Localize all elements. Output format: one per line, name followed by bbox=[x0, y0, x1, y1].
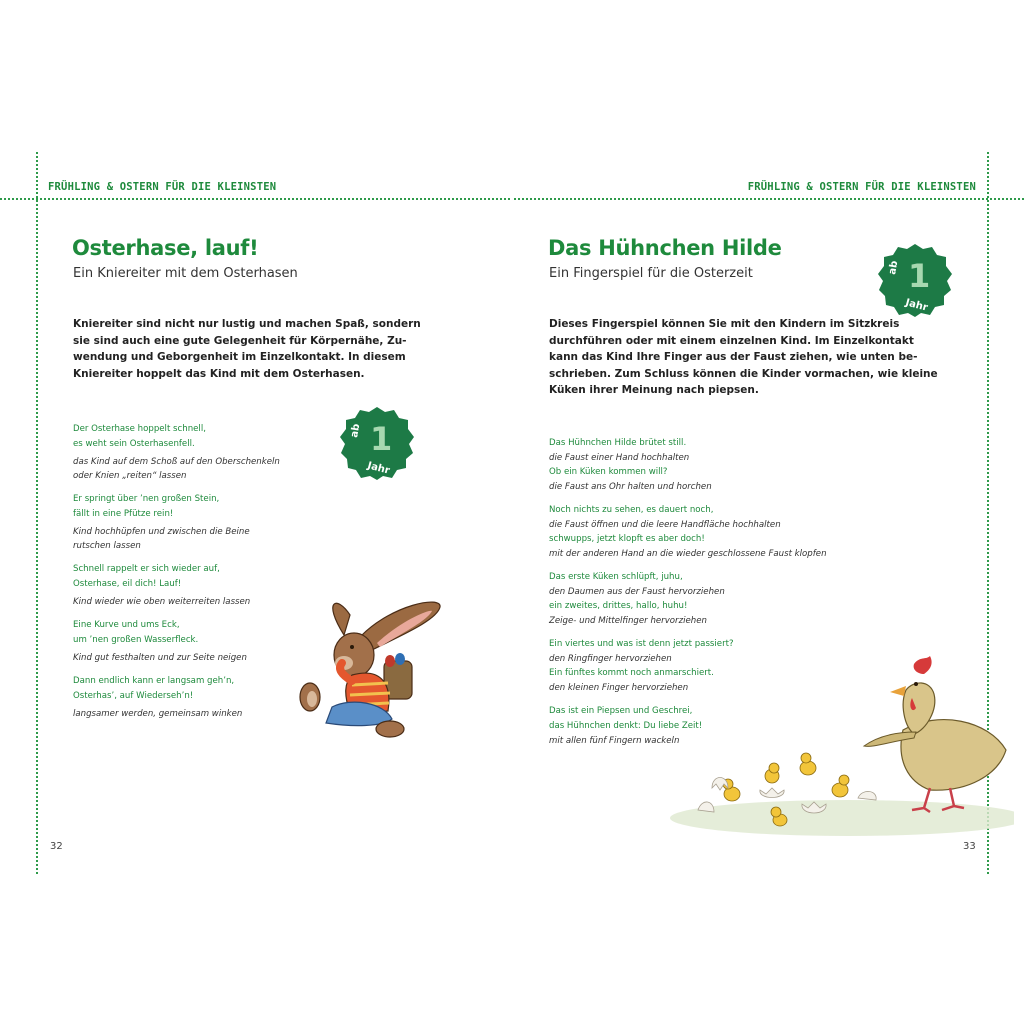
verse-line: Das Hühnchen Hilde brütet still. bbox=[549, 438, 687, 448]
verse-line: Dann endlich kann er langsam geh’n, bbox=[73, 676, 235, 686]
verse-line: Er springt über ’nen großen Stein, bbox=[73, 494, 220, 504]
left-header-rule bbox=[0, 198, 510, 200]
verse-line: Das erste Küken schlüpft, juhu, bbox=[549, 572, 683, 582]
right-page-subtitle: Ein Fingerspiel für die Osterzeit bbox=[549, 266, 753, 281]
verse-line: um ’nen großen Wasserfleck. bbox=[73, 635, 199, 645]
verse-line: Ob ein Küken kommen will? bbox=[549, 467, 668, 477]
verse-line: Das ist ein Piepsen und Geschrei, bbox=[549, 706, 693, 716]
badge-jahr: Jahr bbox=[366, 460, 391, 477]
action-line: oder Knien „reiten“ lassen bbox=[73, 471, 187, 481]
action-line: rutschen lassen bbox=[73, 541, 141, 551]
badge-number: 1 bbox=[370, 420, 393, 458]
right-running-header: FRÜHLING & OSTERN FÜR DIE KLEINSTEN bbox=[747, 181, 976, 193]
action-line: den Daumen aus der Faust hervorziehen bbox=[549, 587, 725, 597]
action-line: den Ringfinger hervorziehen bbox=[549, 654, 672, 664]
left-page-subtitle: Ein Kniereiter mit dem Osterhasen bbox=[73, 266, 298, 281]
verse-line: ein zweites, drittes, hallo, huhu! bbox=[549, 601, 688, 611]
badge-number: 1 bbox=[908, 257, 931, 295]
action-line: das Kind auf dem Schoß auf den Oberschenkeln bbox=[73, 457, 280, 467]
verse-line: Ein viertes und was ist denn jetzt passiert? bbox=[549, 639, 734, 649]
right-page-title: Das Hühnchen Hilde bbox=[548, 236, 782, 260]
badge-ab: ab bbox=[349, 422, 363, 439]
intro-line: durchführen oder mit einem einzelnen Kind. Im Einzelkontakt bbox=[549, 334, 914, 347]
verse-line: das Hühnchen denkt: Du liebe Zeit! bbox=[549, 721, 703, 731]
stanza bbox=[549, 570, 827, 628]
stanza bbox=[73, 674, 280, 721]
left-intro-text bbox=[73, 316, 421, 382]
action-line: Kind wieder wie oben weiterreiten lassen bbox=[73, 597, 251, 607]
bunny-illustration bbox=[292, 595, 448, 745]
left-page-number: 32 bbox=[50, 841, 63, 852]
verse-line: Ein fünftes kommt noch anmarschiert. bbox=[549, 668, 714, 678]
badge-jahr: Jahr bbox=[904, 297, 929, 314]
age-badge-right bbox=[878, 243, 952, 317]
stanza bbox=[73, 492, 280, 553]
hen-and-chicks-illustration bbox=[668, 650, 1014, 840]
stanza bbox=[549, 436, 827, 494]
action-line: den kleinen Finger hervorziehen bbox=[549, 683, 689, 693]
verse-line: Eine Kurve und ums Eck, bbox=[73, 620, 180, 630]
intro-line: wendung und Geborgenheit im Einzelkontakt. In diesem bbox=[73, 351, 406, 363]
left-running-header: FRÜHLING & OSTERN FÜR DIE KLEINSTEN bbox=[48, 181, 277, 193]
right-page-number: 33 bbox=[963, 841, 976, 852]
age-badge-left bbox=[340, 406, 414, 480]
right-intro-text bbox=[549, 316, 938, 399]
left-page-border bbox=[36, 152, 38, 874]
verse-line: Osterhase, eil dich! Lauf! bbox=[73, 579, 182, 589]
action-line: die Faust öffnen und die leere Handfläche hochhalten bbox=[549, 520, 781, 530]
stanza bbox=[73, 422, 280, 483]
left-verses bbox=[73, 422, 280, 730]
verse-line: Schnell rappelt er sich wieder auf, bbox=[73, 564, 220, 574]
intro-line: Dieses Fingerspiel können Sie mit den Kindern im Sitzkreis bbox=[549, 318, 900, 330]
action-line: langsamer werden, gemeinsam winken bbox=[73, 709, 243, 719]
action-line: mit der anderen Hand an die wieder geschlossene Faust klopfen bbox=[549, 549, 827, 559]
verse-line: Noch nichts zu sehen, es dauert noch, bbox=[549, 505, 714, 515]
verse-line: schwupps, jetzt klopft es aber doch! bbox=[549, 534, 705, 544]
action-line: Kind gut festhalten und zur Seite neigen bbox=[73, 653, 247, 663]
verse-line: Der Osterhase hoppelt schnell, bbox=[73, 424, 206, 434]
intro-line: sie sind auch eine gute Gelegenheit für Körpernähe, Zu- bbox=[73, 334, 407, 347]
action-line: Zeige- und Mittelfinger hervorziehen bbox=[549, 616, 707, 626]
verse-line: Osterhas’, auf Wiederseh’n! bbox=[73, 691, 194, 701]
action-line: Kind hochhüpfen und zwischen die Beine bbox=[73, 527, 250, 537]
right-header-rule bbox=[514, 198, 1024, 200]
badge-ab: ab bbox=[887, 259, 901, 276]
action-line: die Faust einer Hand hochhalten bbox=[549, 453, 690, 463]
stanza bbox=[549, 503, 827, 561]
intro-line: Kniereiter sind nicht nur lustig und machen Spaß, sondern bbox=[73, 318, 421, 330]
stanza bbox=[73, 618, 280, 665]
intro-line: kann das Kind Ihre Finger aus der Faust ziehen, wie unten be- bbox=[549, 351, 918, 363]
left-page-title: Osterhase, lauf! bbox=[72, 236, 259, 260]
intro-line: schrieben. Zum Schluss können die Kinder vormachen, wie kleine bbox=[549, 367, 938, 380]
action-line: die Faust ans Ohr halten und horchen bbox=[549, 482, 712, 492]
stanza bbox=[73, 562, 280, 609]
intro-line: Küken ihrer Meinung nach piepsen. bbox=[549, 384, 759, 396]
verse-line: fällt in eine Pfütze rein! bbox=[73, 509, 174, 519]
action-line: mit allen fünf Fingern wackeln bbox=[549, 736, 680, 746]
intro-line: Kniereiter hoppelt das Kind mit dem Osterhasen. bbox=[73, 367, 365, 380]
verse-line: es weht sein Osterhasenfell. bbox=[73, 439, 195, 449]
